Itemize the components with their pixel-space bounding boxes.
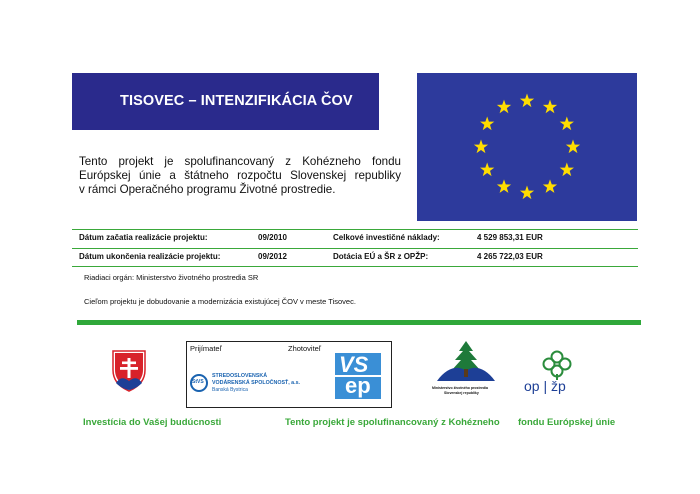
stvs-name-1: STREDOSLOVENSKÁ [212,373,268,379]
eu-star-icon [560,117,574,131]
subsidy-value: 4 265 722,03 EUR [477,252,543,261]
stvs-name-2: VODÁRENSKÁ SPOLOČNOSŤ, a.s. [212,380,301,386]
stvs-logo [190,373,330,395]
eu-star-icon [480,163,494,177]
eu-star-icon [566,140,580,154]
end-date-value: 09/2012 [258,252,287,261]
vsep-bottom-text: ep [345,373,371,398]
eu-star-icon [560,163,574,177]
footer-right: fondu Európskej únie [518,417,616,428]
start-date-label: Dátum začatia realizácie projektu: [79,233,208,242]
intro-paragraph [79,155,401,197]
green-divider [77,320,641,325]
footer-middle: Tento projekt je spolufinancovaný z Kohézneho [285,417,500,428]
stvs-emblem-text: StVS [192,379,204,385]
vsep-top-text: VS [339,352,369,377]
intro-line-2: Európskej únie a štátneho rozpočtu Slovenskej republiky [79,169,401,182]
total-cost-value: 4 529 853,31 EUR [477,233,543,242]
eu-star-icon [480,117,494,131]
page-title: TISOVEC – INTENZIFIKÁCIA ČOV [120,93,353,109]
stvs-city: Banská Bystrica [212,387,248,393]
eu-star-icon [497,179,511,193]
ministry-tree-icon [435,341,497,387]
eu-star-icon [543,179,557,193]
ministry-caption-1: Ministerstvo životného prostredia [432,386,489,390]
subsidy-label: Dotácia EÚ a ŠR z OPŽP: [333,252,429,261]
table-rule-top [72,229,638,230]
end-date-label: Dátum ukončenia realizácie projektu: [79,252,221,261]
intro-line-3: v rámci Operačného programu Životné prostredie. [79,183,336,196]
eu-flag [417,73,637,221]
eu-star-icon [497,100,511,114]
table-rule-middle [72,248,638,249]
project-goal: Cieľom projektu je dobudovanie a modernizácia existujúcej ČOV v meste Tisovec. [84,297,356,306]
intro-line-1: Tento projekt je spolufinancovaný z Kohézneho fondu [79,155,401,168]
total-cost-label: Celkové investičné náklady: [333,233,440,242]
eu-star-icon [474,140,488,154]
opzp-text: op | žp [524,378,566,394]
eu-star-icon [543,100,557,114]
eu-star-icon [520,186,534,200]
eu-star-icon [520,94,534,108]
slovak-coat-of-arms-icon [112,350,146,397]
contractor-label: Zhotoviteľ [288,344,322,353]
recipient-label: Prijímateľ [190,344,222,353]
eu-stars [417,73,637,221]
vsep-logo [335,353,381,399]
footer-left: Investícia do Vašej budúcnosti [83,417,222,428]
ministry-logo [435,341,497,392]
table-rule-bottom [72,266,638,267]
ministry-caption-2: Slovenskej republiky [444,391,479,395]
managing-authority: Riadiaci orgán: Ministerstvo životného prostredia SR [84,273,259,282]
start-date-value: 09/2010 [258,233,287,242]
